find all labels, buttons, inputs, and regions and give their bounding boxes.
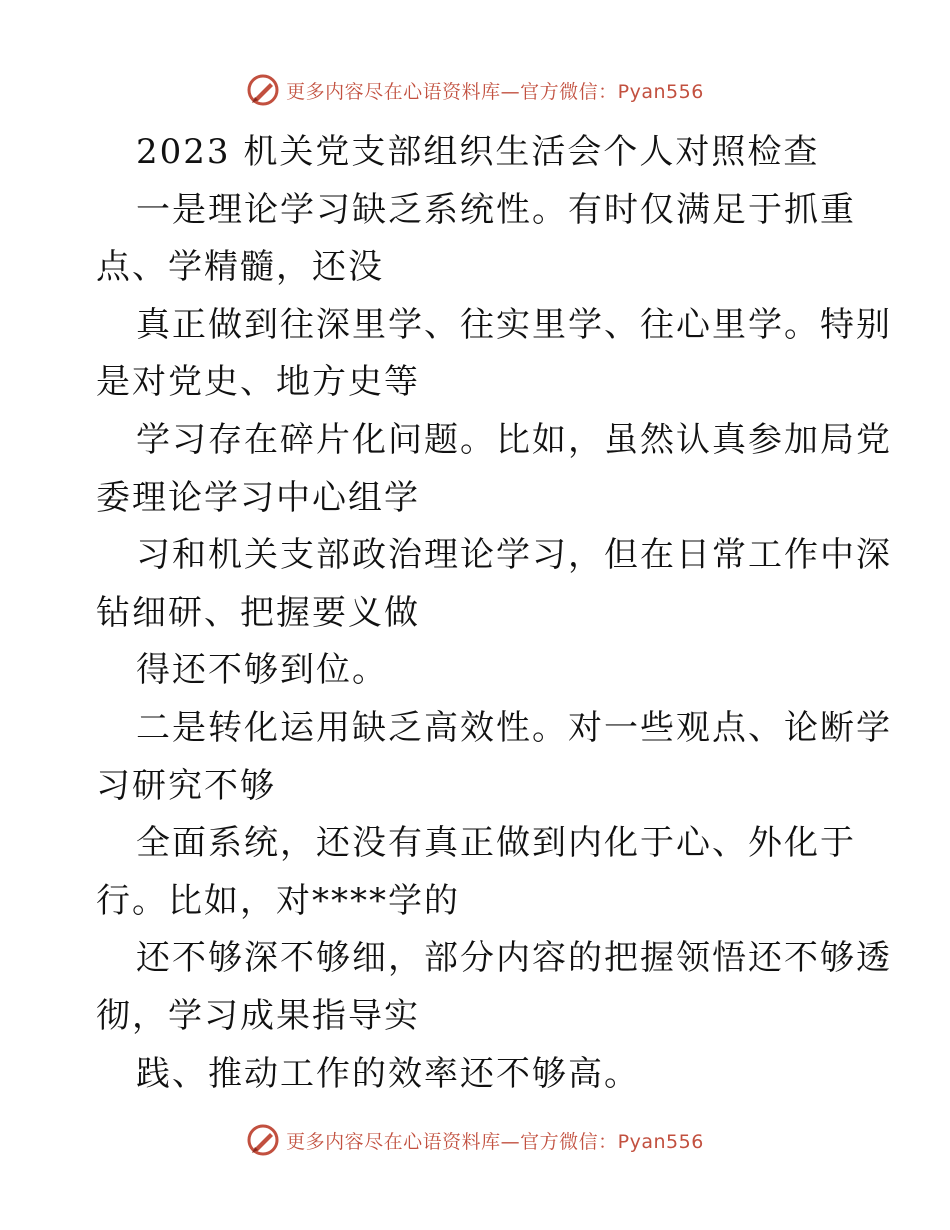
paragraph-line: 钻细研、把握要义做 xyxy=(96,592,420,633)
paragraph-line: 全面系统，还没有真正做到内化于心、外化于 xyxy=(136,823,856,864)
paragraph-line: 一是理论学习缺乏系统性。有时仅满足于抓重 xyxy=(136,189,856,230)
paragraph-line: 二是转化运用缺乏高效性。对一些观点、论断学 xyxy=(136,707,892,748)
paragraph-line: 彻，学习成果指导实 xyxy=(96,995,420,1036)
watermark-text: 更多内容尽在心语资料库—官方微信：Pyan556 xyxy=(286,80,704,103)
watermark-text: 更多内容尽在心语资料库—官方微信：Pyan556 xyxy=(286,1130,704,1153)
paragraph-line: 学习存在碎片化问题。比如，虽然认真参加局党 xyxy=(136,419,892,460)
paragraph-line: 还不够深不够细，部分内容的把握领悟还不够透 xyxy=(136,938,892,979)
paragraph-line: 习研究不够 xyxy=(96,765,276,806)
paragraph-line: 践、推动工作的效率还不够高。 xyxy=(136,1053,640,1094)
paragraph-line: 习和机关支部政治理论学习，但在日常工作中深 xyxy=(136,535,892,576)
paragraph-line: 真正做到往深里学、往实里学、往心里学。特别 xyxy=(136,304,892,345)
paragraph-line: 得还不够到位。 xyxy=(136,650,388,691)
paragraph-line: 是对党史、地方史等 xyxy=(96,362,420,403)
pen-logo-icon xyxy=(246,1123,280,1157)
header-watermark xyxy=(0,70,950,110)
document-title: 2023 机关党支部组织生活会个人对照检查 xyxy=(136,132,820,172)
paragraph-line: 委理论学习中心组学 xyxy=(96,477,420,518)
paragraph-line: 点、学精髓，还没 xyxy=(96,247,384,288)
pen-logo-icon xyxy=(246,73,280,107)
footer-watermark xyxy=(0,1120,950,1160)
paragraph-line: 行。比如，对****学的 xyxy=(96,880,460,921)
document-body xyxy=(96,124,892,1103)
